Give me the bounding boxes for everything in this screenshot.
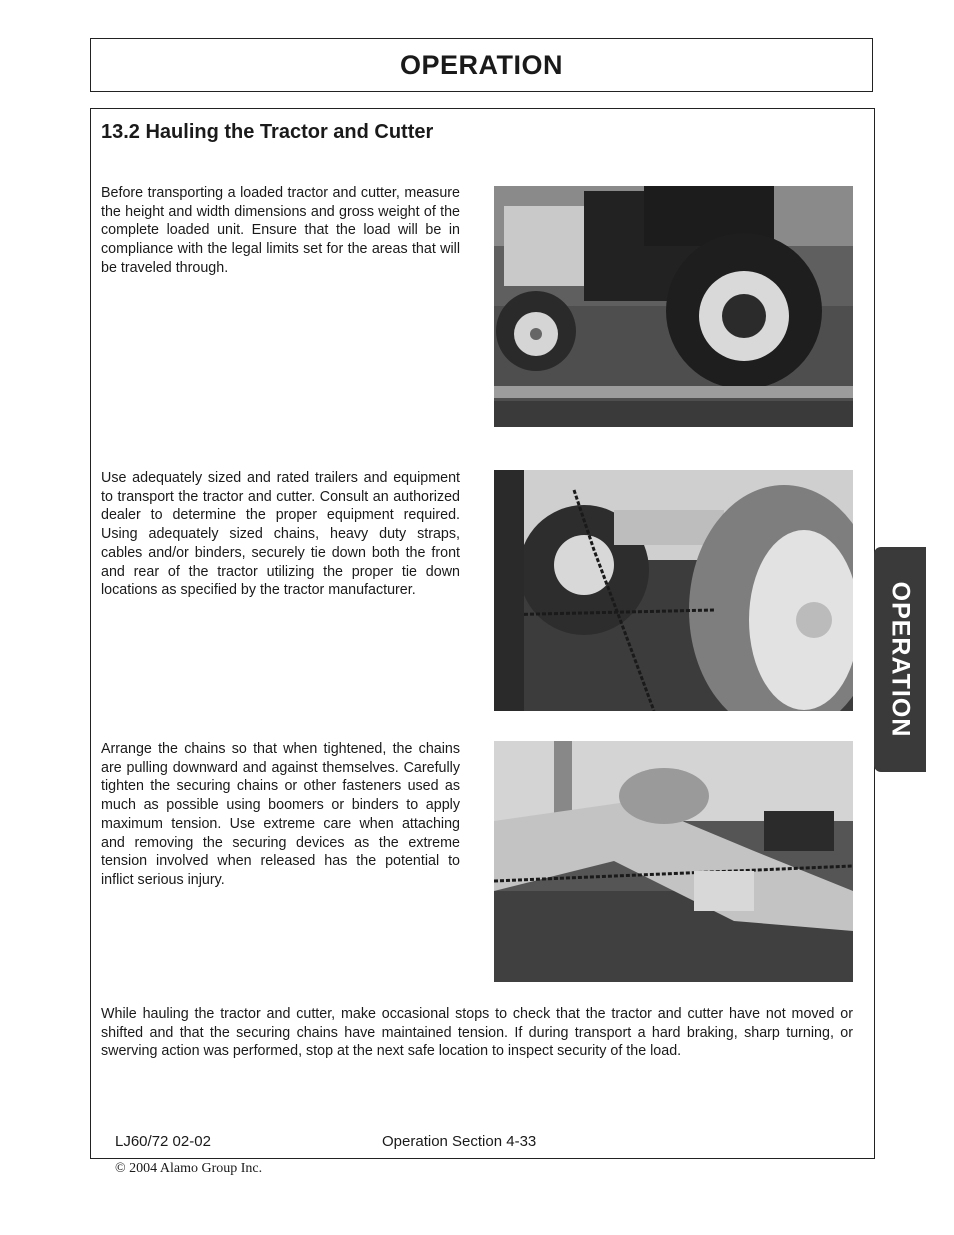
photo-tractor-on-trailer bbox=[494, 186, 853, 427]
photo-rear-hitch-chains bbox=[494, 741, 853, 982]
page-title: OPERATION bbox=[399, 49, 563, 80]
page-header bbox=[90, 38, 873, 92]
paragraph-arrange-chains: Arrange the chains so that when tightened, the chains are pulling downward and against themselves. Carefully tighten the securing chains or other fasteners used as much as possible using boomers or binders to apply maximum tension. Use extreme care when attaching and removing the securing devices as the extreme tension involved when released has the potential to inflict serious injury. bbox=[101, 741, 460, 888]
section-side-tab bbox=[874, 547, 926, 772]
photo-front-chain-tiedown bbox=[494, 470, 853, 711]
paragraph-transport-dimensions: Before transporting a loaded tractor and cutter, measure the height and width dimensions and gross weight of the complete loaded unit. Ensure that the load will be in compliance with the legal limits set for the areas that will be traveled through. bbox=[101, 185, 460, 276]
footer-copyright: © 2004 Alamo Group Inc. bbox=[115, 1161, 263, 1176]
footer-page-number: Operation Section 4-33 bbox=[382, 1133, 537, 1150]
footer-model: LJ60/72 02-02 bbox=[115, 1133, 211, 1150]
paragraph-occasional-stops: While hauling the tractor and cutter, make occasional stops to check that the tractor and cutter have not moved or shifted and that the securing chains have maintained tension. If during transport a hard braking, sharp turning, or swerving action was performed, stop at the next safe location to inspect security of the load. bbox=[101, 1006, 853, 1060]
paragraph-trailers-equipment: Use adequately sized and rated trailers and equipment to transport the tractor and cutter. Consult an authorized dealer to determine the proper equipment required. Using adequately sized chains, heavy duty straps, cables and/or binders, securely tie down both the front and rear of the tractor utilizing the proper tie down locations as specified by the tractor manufacturer. bbox=[101, 470, 460, 599]
section-heading: 13.2 Hauling the Tractor and Cutter bbox=[101, 121, 434, 143]
side-tab-label: OPERATION bbox=[886, 581, 915, 738]
